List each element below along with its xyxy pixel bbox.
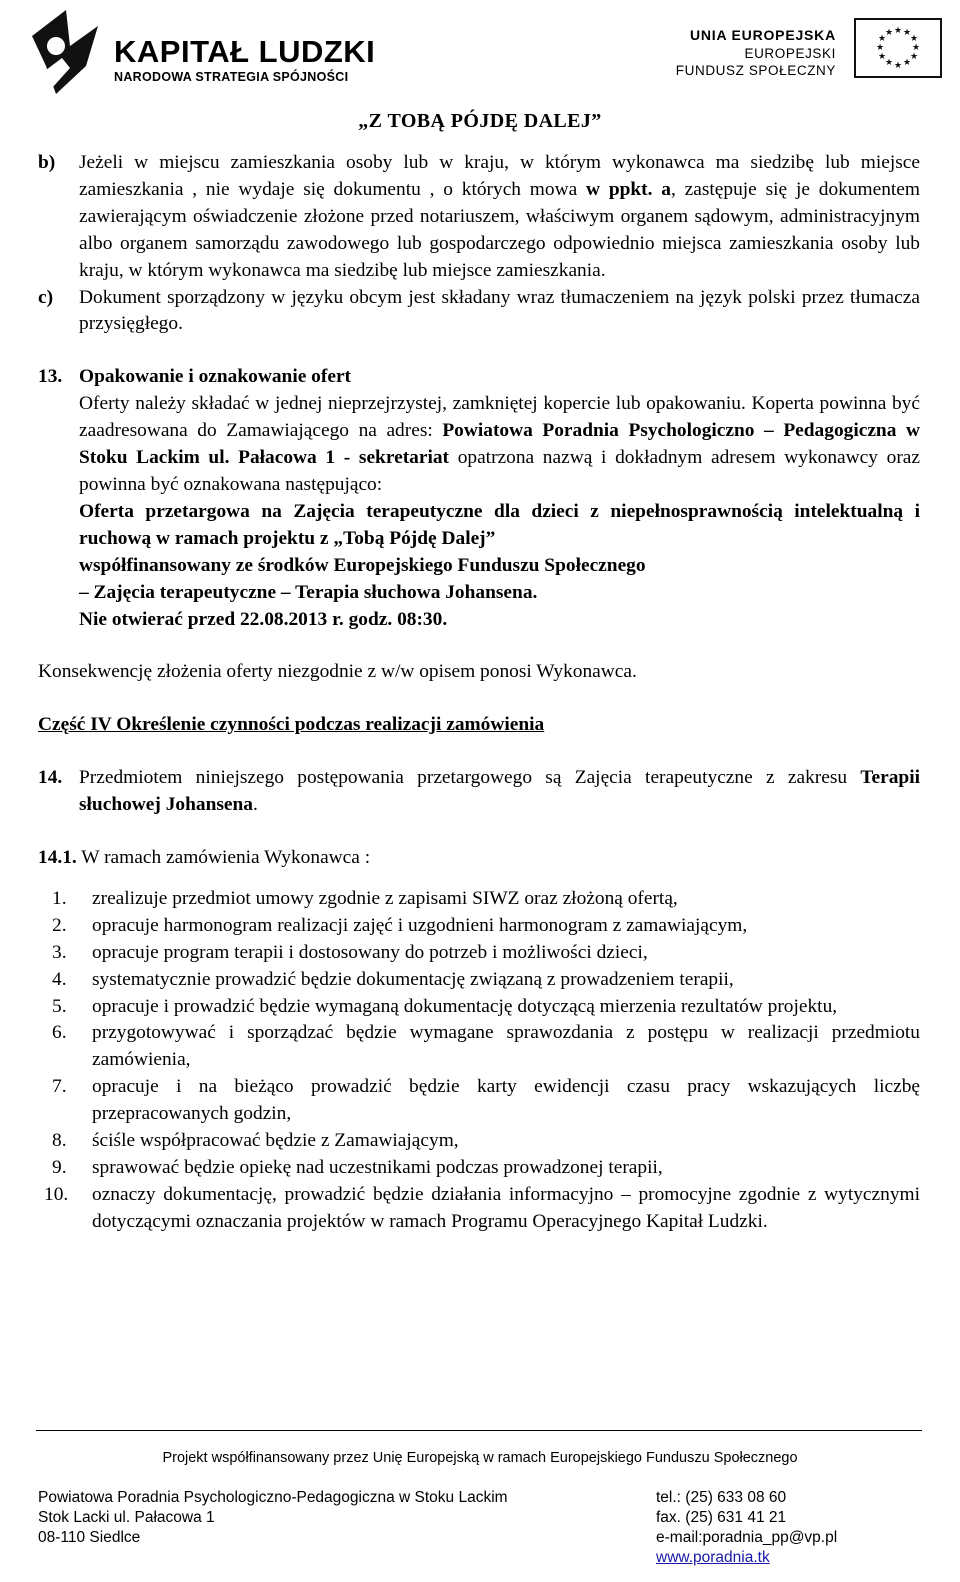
part4-heading: Część IV Określenie czynności podczas realizacji zamówienia (38, 714, 545, 736)
kl-subtitle: NARODOWA STRATEGIA SPÓJNOŚCI (114, 70, 349, 84)
spacer (38, 633, 920, 659)
spacer (38, 739, 920, 765)
section-b-ref: w ppkt. a (586, 178, 671, 200)
svg-text:★: ★ (877, 52, 887, 62)
svg-text:★: ★ (884, 58, 894, 68)
section-b-part2: , zastępuje się je dokumentem zawierającym oświadczenie złożone przed notariuszem, właściwym organem sądowym, administracyjnym albo organem samorządu zawodowego lub gospodarczego odpowiednio miejsca zamieszkania osoby lub kraju, w którym wykonawca ma siedzibę lub miejsce zamieszkania. (79, 178, 920, 281)
svg-text:★: ★ (909, 52, 919, 62)
offer-label-line3: – Zajęcia terapeutyczne – Terapia słuchowa Johansena. (79, 581, 538, 603)
list-item-text: opracuje program terapii i dostosowany do potrzeb i możliwości dzieci, (92, 941, 648, 963)
section-14-part1: Przedmiotem niniejszego postępowania przetargowego są Zajęcia terapeutyczne z zakresu (79, 767, 861, 789)
list-item-number: 4. (52, 968, 67, 990)
eu-line1: UNIA EUROPEJSKA (689, 27, 836, 43)
section-14-1 (38, 845, 920, 872)
section-b-part1: Jeżeli w miejscu zamieszkania osoby lub w kraju, w którym wykonawca ma siedzibę lub miejsce zamieszkania , nie wydaje się dokumentu , o których mowa (79, 152, 920, 200)
section-13-address: Powiatowa Poradnia Psychologiczno – Pedagogiczna w Stoku Lackim ul. Pałacowa 1 - sekretariat (79, 420, 920, 469)
list-item (38, 1182, 920, 1236)
section-14-label: 14. (38, 767, 63, 789)
list-item-number: 10. (44, 1183, 69, 1205)
list-item-number: 2. (52, 914, 67, 936)
list-item (38, 967, 920, 994)
kapital-ludzki-logo (26, 6, 446, 98)
eu-logo-text (676, 26, 836, 79)
svg-text:★: ★ (902, 58, 912, 68)
list-item-text: opracuje harmonogram realizacji zajęć i uzgodnieni harmonogram z zamawiającym, (92, 914, 748, 936)
list-item-text: opracuje i prowadzić będzie wymaganą dokumentację dotyczącą mierzenia rezultatów projektu, (92, 995, 838, 1017)
section-c-text: Dokument sporządzony w języku obcym jest składany wraz tłumaczeniem na język polski przez tłumacza przysięgłego. (79, 286, 920, 335)
list-item-text: ściśle współpracować będzie z Zamawiającym, (92, 1130, 459, 1152)
project-motto: „Z TOBĄ PÓJDĘ DALEJ” (358, 110, 602, 132)
list-item-text: zrealizuje przedmiot umowy zgodnie z zapisami SIWZ oraz złożoną ofertą, (92, 887, 678, 909)
consequence-text: Konsekwencję złożenia oferty niezgodnie z w/w opisem ponosi Wykonawca. (38, 661, 637, 683)
footer-address (38, 1488, 508, 1548)
section-13-paragraph (79, 391, 920, 499)
footer-tel: tel.: (25) 633 08 60 (656, 1489, 787, 1506)
list-item (38, 940, 920, 967)
list-item (38, 1020, 920, 1074)
section-14-text (79, 765, 920, 819)
section-14 (38, 765, 920, 819)
list-item-text: sprawować będzie opiekę nad uczestnikami podczas prowadzonej terapii, (92, 1157, 663, 1178)
list-item (38, 1128, 920, 1155)
footer-email[interactable]: e-mail:poradnia_pp@vp.pl (656, 1529, 838, 1546)
kapital-ludzki-emblem-icon (26, 6, 106, 98)
list-item-number: 5. (52, 995, 67, 1017)
eu-flag-icon (854, 18, 942, 78)
eu-line3: FUNDUSZ SPOŁECZNY (675, 63, 836, 78)
spacer (38, 338, 920, 364)
offer-label-line1: Oferta przetargowa na Zajęcia terapeutyczne dla dzieci z niepełnosprawnością intelektualną i ruchową w ramach projektu z „Tobą Pójdę Dalej” (79, 500, 920, 549)
list-item (38, 994, 920, 1021)
section-14-part3: . (253, 794, 258, 816)
list-item-text: systematycznie prowadzić będzie dokumentację związaną z prowadzeniem terapii, (92, 968, 734, 990)
list-item-text: przygotowywać i sporządzać będzie wymagane sprawozdania z postępu w realizacji przedmiotu zamówienia, (92, 1022, 920, 1071)
section-c-label: c) (38, 286, 54, 308)
section-b-text (79, 150, 920, 285)
section-14-1-label: 14.1. (38, 847, 77, 869)
list-item-number: 6. (52, 1022, 67, 1044)
section-14-bold: Terapii słuchowej Johansena (79, 767, 920, 816)
section-14-1-text: W ramach zamówienia Wykonawca : (81, 847, 371, 869)
offer-label-line4: Nie otwierać przed 22.08.2013 r. godz. 08:30. (79, 608, 448, 630)
list-item-text: opracuje i na bieżąco prowadzić będzie karty ewidencji czasu pracy wskazujących liczbę przepracowanych godzin, (92, 1076, 920, 1125)
section-13 (38, 364, 920, 633)
section-13-body (79, 364, 920, 633)
footer-city: 08-110 Siedlce (38, 1529, 141, 1546)
eu-line2: EUROPEJSKI (744, 46, 836, 61)
footer-website-link[interactable]: www.poradnia.tk (656, 1549, 770, 1566)
list-item (38, 1074, 920, 1128)
section-13-p1: Oferty należy składać w jednej nieprzejrzystej, zamkniętej kopercie lub opakowaniu. Koperta powinna być zaadresowana do Zamawiającego na adres: (79, 393, 920, 442)
page-header (0, 0, 960, 132)
section-b-label: b) (38, 152, 56, 173)
footer-project-note: Projekt współfinansowany przez Unię Europejską w ramach Europejskiego Funduszu Społecznego (162, 1450, 798, 1466)
list-item (38, 886, 920, 913)
svg-text:★: ★ (877, 34, 887, 44)
svg-text:★: ★ (875, 43, 885, 53)
offer-label-line2: współfinansowany ze środków Europejskiego Funduszu Społecznego (79, 554, 646, 576)
list-item-number: 9. (52, 1157, 67, 1178)
spacer (38, 819, 920, 845)
kl-title: KAPITAŁ LUDZKI (114, 34, 376, 69)
list-item-number: 8. (52, 1130, 67, 1152)
duties-list (38, 886, 920, 1236)
list-item-number: 1. (52, 887, 67, 909)
list-item-number: 3. (52, 941, 67, 963)
section-13-p1-end: opatrzona nazwą i dokładnym adresem wykonawcy oraz powinna być oznakowana następująco: (79, 447, 920, 495)
footer-divider (36, 1430, 922, 1431)
section-b (38, 150, 920, 285)
section-13-title: Opakowanie i oznakowanie ofert (79, 366, 352, 388)
svg-text:★: ★ (893, 26, 903, 36)
svg-text:★: ★ (902, 28, 912, 38)
footer-street: Stok Lacki ul. Pałacowa 1 (38, 1509, 215, 1526)
list-item (38, 1155, 920, 1182)
document-body (38, 150, 920, 1236)
footer-fax: fax. (25) 631 41 21 (656, 1509, 787, 1526)
svg-text:★: ★ (911, 43, 921, 53)
list-item (38, 913, 920, 940)
footer-contact (656, 1488, 837, 1568)
footer-org: Powiatowa Poradnia Psychologiczno-Pedagogiczna w Stoku Lackim (38, 1489, 508, 1506)
section-c (38, 285, 920, 339)
svg-text:★: ★ (909, 34, 919, 44)
svg-text:★: ★ (893, 61, 903, 71)
list-item-text: oznaczy dokumentację, prowadzić będzie działania informacyjno – promocyjne zgodnie z wytycznymi dotyczącymi oznaczania projektów w ramach Programu Operacyjnego Kapitał Ludzki. (92, 1183, 920, 1232)
list-item-number: 7. (52, 1076, 67, 1098)
eu-logo (675, 14, 954, 84)
section-13-label: 13. (38, 366, 63, 388)
spacer (38, 686, 920, 712)
svg-text:★: ★ (884, 28, 894, 38)
